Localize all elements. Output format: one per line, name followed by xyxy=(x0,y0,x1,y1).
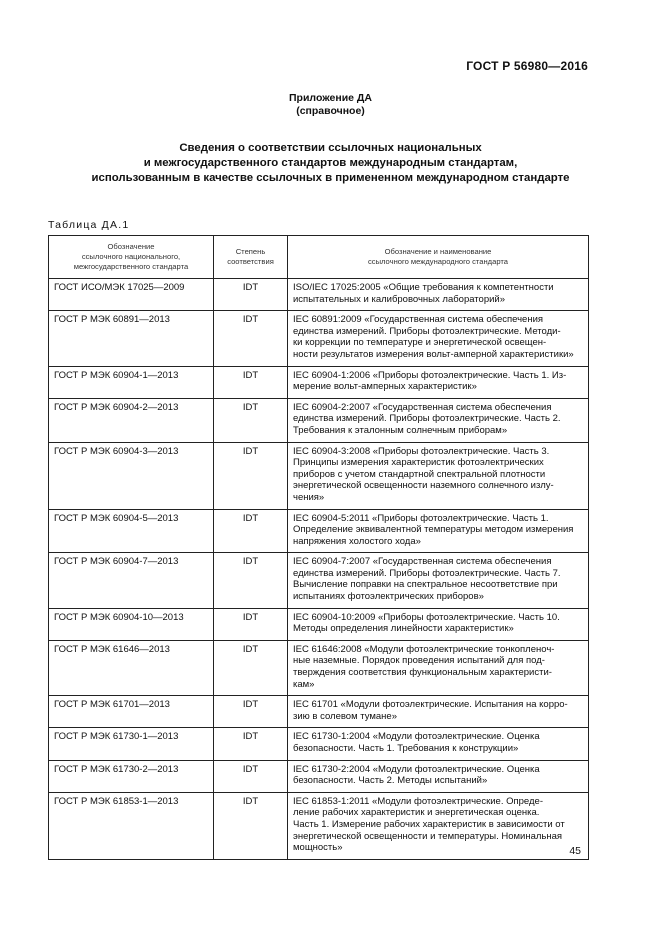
table-row xyxy=(49,366,589,398)
international-standard-line: напряжения холостого хода» xyxy=(293,535,421,547)
international-standard-line: мощность» xyxy=(293,842,343,854)
table-row xyxy=(49,728,589,760)
degree-cell: IDT xyxy=(214,398,288,442)
header-international-standard: Обозначение и наименование ссылочного международного стандарта xyxy=(288,236,589,279)
international-standard-line: Принципы измерения характеристик фотоэлектрических xyxy=(293,457,544,469)
international-standard-line: ки коррекции по температуре и энергетической освещен- xyxy=(293,337,547,349)
international-standard-line: IEC 60904-2:2007 «Государственная система обеспечения xyxy=(293,401,552,413)
international-standard-line: IEC 60904-1:2006 «Приборы фотоэлектрические. Часть 1. Из- xyxy=(293,369,567,381)
international-standard-cell xyxy=(288,311,589,366)
international-standard-line: безопасности. Часть 1. Требования к конструкции» xyxy=(293,743,519,754)
table-row xyxy=(49,696,589,728)
table-row xyxy=(49,509,589,553)
degree-cell: IDT xyxy=(214,792,288,859)
international-standard-line: ISO/IEC 17025:2005 «Общие требования к компетентности xyxy=(293,282,554,293)
national-standard-cell: ГОСТ Р МЭК 61853-1—2013 xyxy=(49,792,214,859)
national-standard-cell: ГОСТ Р МЭК 60904-10—2013 xyxy=(49,608,214,640)
document-code: ГОСТ Р 56980—2016 xyxy=(466,59,588,73)
international-standard-line: IEC 60904-5:2011 «Приборы фотоэлектрические. Часть 1. xyxy=(293,512,549,524)
international-standard-cell xyxy=(288,696,589,728)
international-standard-cell xyxy=(288,366,589,398)
degree-cell: IDT xyxy=(214,279,288,311)
table-label: Таблица ДА.1 xyxy=(48,219,130,231)
international-standard-cell xyxy=(288,398,589,442)
international-standard-line: чения» xyxy=(293,491,325,503)
table-header-row xyxy=(49,236,589,279)
international-standard-cell xyxy=(288,509,589,553)
international-standard-line: энергетической освещенности наземного солнечного излу- xyxy=(293,480,554,492)
international-standard-line: приборов с учетом стандартной спектральной плотности xyxy=(293,468,546,480)
national-standard-cell: ГОСТ Р МЭК 60904-2—2013 xyxy=(49,398,214,442)
international-standard-cell xyxy=(288,279,589,311)
national-standard-cell: ГОСТ Р МЭК 61646—2013 xyxy=(49,640,214,695)
national-standard-cell: ГОСТ Р МЭК 61730-1—2013 xyxy=(49,728,214,760)
page-number: 45 xyxy=(569,845,581,857)
international-standard-cell xyxy=(288,728,589,760)
international-standard-line: IEC 61646:2008 «Модули фотоэлектрические тонкопленоч- xyxy=(293,643,555,655)
international-standard-line: IEC 61701 «Модули фотоэлектрические. Испытания на корро- xyxy=(293,699,568,711)
degree-cell: IDT xyxy=(214,696,288,728)
international-standard-line: Требования к эталонным солнечным приборам» xyxy=(293,424,508,436)
table-row xyxy=(49,553,589,608)
international-standard-cell xyxy=(288,792,589,859)
section-heading xyxy=(0,141,661,186)
national-standard-cell: ГОСТ Р МЭК 60904-5—2013 xyxy=(49,509,214,553)
table-row xyxy=(49,398,589,442)
national-standard-cell: ГОСТ Р МЭК 60904-7—2013 xyxy=(49,553,214,608)
degree-cell: IDT xyxy=(214,640,288,695)
appendix-title: Приложение ДА xyxy=(289,92,372,104)
correspondence-table xyxy=(48,235,589,860)
international-standard-line: единства измерений. Приборы фотоэлектрические. Методи- xyxy=(293,325,561,337)
national-standard-cell: ГОСТ Р МЭК 60891—2013 xyxy=(49,311,214,366)
international-standard-line: Определение эквивалентной температуры методом измерения xyxy=(293,524,574,536)
degree-cell: IDT xyxy=(214,553,288,608)
degree-cell: IDT xyxy=(214,608,288,640)
national-standard-cell: ГОСТ ИСО/МЭК 17025—2009 xyxy=(49,279,214,311)
international-standard-cell xyxy=(288,608,589,640)
international-standard-line: Вычисление поправки на спектральное несоответствие при xyxy=(293,579,558,591)
international-standard-line: IEC 60891:2009 «Государственная система обеспечения xyxy=(293,314,544,326)
heading-line: использованным в качестве ссылочных в примененном международном стандарте xyxy=(91,172,570,184)
national-standard-cell: ГОСТ Р МЭК 60904-1—2013 xyxy=(49,366,214,398)
table-row xyxy=(49,311,589,366)
national-standard-cell: ГОСТ Р МЭК 61730-2—2013 xyxy=(49,760,214,792)
table-row xyxy=(49,608,589,640)
international-standard-line: IEC 60904-3:2008 «Приборы фотоэлектрические. Часть 3. xyxy=(293,445,550,457)
international-standard-line: IEC 61853-1:2011 «Модули фотоэлектрические. Опреде- xyxy=(293,795,543,807)
international-standard-line: ные наземные. Порядок проведения испытаний для под- xyxy=(293,655,545,667)
international-standard-cell xyxy=(288,640,589,695)
header-degree-of-correspondence: Степень соответствия xyxy=(214,236,288,279)
international-standard-line: IEC 61730-1:2004 «Модули фотоэлектрические. Оценка xyxy=(293,731,540,743)
international-standard-line: испытательных и калибровочных лабораторий» xyxy=(293,293,506,305)
degree-cell: IDT xyxy=(214,509,288,553)
degree-cell: IDT xyxy=(214,311,288,366)
international-standard-line: энергетической освещенности и температуры. Номинальная xyxy=(293,830,563,842)
international-standard-line: IEC 60904-7:2007 «Государственная система обеспечения xyxy=(293,556,552,568)
header-national-standard: Обозначение ссылочного национального, межгосударственного стандарта xyxy=(49,236,214,279)
international-standard-line: безопасности. Часть 2. Методы испытаний» xyxy=(293,775,488,787)
appendix-header xyxy=(0,92,661,118)
international-standard-line: испытаниях фотоэлектрических приборов» xyxy=(293,591,484,603)
international-standard-line: мерение вольт-амперных характеристик» xyxy=(293,381,477,393)
table-body xyxy=(49,279,589,860)
international-standard-cell xyxy=(288,442,589,509)
heading-line: и межгосударственного стандартов международным стандартам, xyxy=(143,157,518,169)
international-standard-line: зию в солевом тумане» xyxy=(293,710,397,722)
degree-cell: IDT xyxy=(214,728,288,760)
degree-cell: IDT xyxy=(214,760,288,792)
national-standard-cell: ГОСТ Р МЭК 61701—2013 xyxy=(49,696,214,728)
international-standard-line: Часть 1. Измерение рабочих характеристик в зависимости от xyxy=(293,818,565,830)
international-standard-line: единства измерений. Приборы фотоэлектрические. Часть 2. xyxy=(293,413,561,425)
international-standard-line: ление рабочих характеристик и энергетическая оценка. xyxy=(293,807,540,819)
international-standard-line: ности результатов измерения вольт-амперной характеристики» xyxy=(293,348,574,360)
international-standard-line: IEC 61730-2:2004 «Модули фотоэлектрические. Оценка xyxy=(293,763,540,775)
international-standard-line: единства измерений. Приборы фотоэлектрические. Часть 7. xyxy=(293,567,561,579)
international-standard-line: Методы определения линейности характеристик» xyxy=(293,623,514,635)
international-standard-line: кам» xyxy=(293,678,315,690)
table-row xyxy=(49,760,589,792)
international-standard-cell xyxy=(288,553,589,608)
international-standard-line: IEC 60904-10:2009 «Приборы фотоэлектрические. Часть 10. xyxy=(293,611,560,623)
degree-cell: IDT xyxy=(214,366,288,398)
national-standard-cell: ГОСТ Р МЭК 60904-3—2013 xyxy=(49,442,214,509)
heading-line: Сведения о соответствии ссылочных национальных xyxy=(179,142,482,154)
table-row xyxy=(49,279,589,311)
table-row xyxy=(49,792,589,859)
appendix-note: (справочное) xyxy=(296,105,365,117)
international-standard-line: тверждения соответствия функциональным характеристи- xyxy=(293,667,552,679)
table-row xyxy=(49,640,589,695)
international-standard-cell xyxy=(288,760,589,792)
table-row xyxy=(49,442,589,509)
degree-cell: IDT xyxy=(214,442,288,509)
